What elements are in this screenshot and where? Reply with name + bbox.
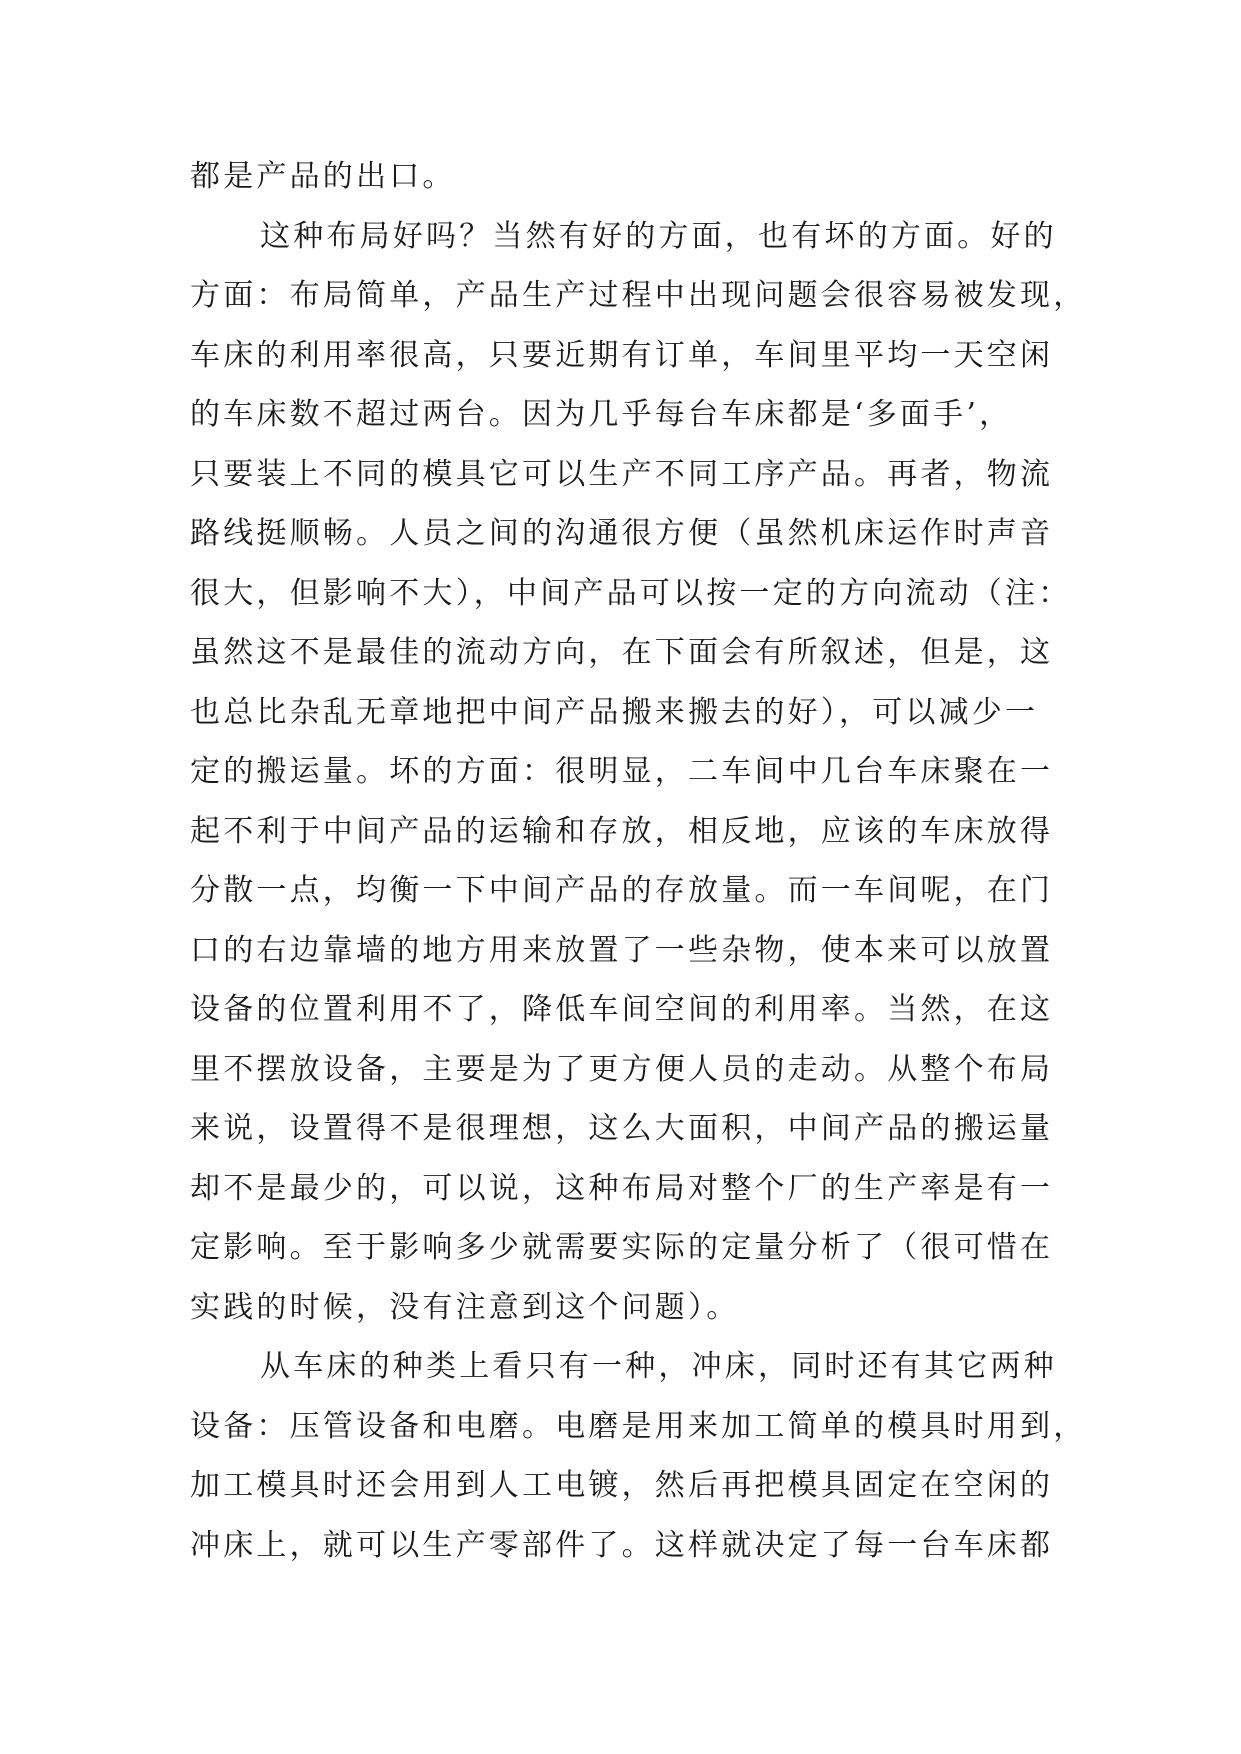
text-line: 定影响。至于影响多少就需要实际的定量分析了（很可惜在 [190, 1230, 1054, 1265]
text-line: 起不利于中间产品的运输和存放，相反地，应该的车床放得 [190, 813, 1054, 849]
text-line: 口的右边靠墙的地方用来放置了一些杂物，使本来可以放置 [190, 932, 1054, 968]
paragraph-first-line: 从车床的种类上看只有一种，冲床，同时还有其它两种 [260, 1349, 1057, 1384]
text-line: 设备的位置利用不了，降低车间空间的利用率。当然，在这 [190, 992, 1054, 1027]
text-line: 来说，设置得不是很理想，这么大面积，中间产品的搬运量 [190, 1111, 1054, 1146]
text-line: 冲床上，就可以生产零部件了。这样就决定了每一台车床都 [190, 1527, 1054, 1563]
body-text [190, 157, 1087, 1585]
text-line: 车床的利用率很高，只要近期有订单，车间里平均一天空闲 [190, 337, 1054, 373]
text-line: 设备：压管设备和电磨。电磨是用来加工简单的模具时用到， [190, 1408, 1087, 1444]
text-line: 虽然这不是最佳的流动方向，在下面会有所叙述，但是，这 [190, 635, 1054, 670]
text-line: 只要装上不同的模具它可以生产不同工序产品。再者，物流 [190, 456, 1054, 492]
text-line: 也总比杂乱无章地把中间产品搬来搬去的好），可以减少一 [190, 694, 1039, 730]
text-line: 加工模具时还会用到人工电镀，然后再把模具固定在空闲的 [190, 1468, 1054, 1503]
text-line: 定的搬运量。坏的方面：很明显，二车间中几台车床聚在一 [190, 754, 1054, 789]
text-line: 很大，但影响不大），中间产品可以按一定的方向流动（注： [190, 575, 1072, 611]
text-line: 的车床数不超过两台。因为几乎每台车床都是‘多面手’， [190, 397, 1013, 432]
text-line: 方面：布局简单，产品生产过程中出现问题会很容易被发现， [190, 278, 1087, 313]
text-line: 却不是最少的，可以说，这种布局对整个厂的生产率是有一 [190, 1170, 1054, 1206]
text-line: 实践的时候，没有注意到这个问题）。 [190, 1289, 740, 1325]
text-line: 里不摆放设备，主要是为了更方便人员的走动。从整个布局 [190, 1051, 1054, 1087]
paragraph-first-line: 这种布局好吗？当然有好的方面，也有坏的方面。好的 [260, 218, 1057, 254]
text-line: 路线挺顺畅。人员之间的沟通很方便（虽然机床运作时声音 [190, 516, 1054, 551]
text-line: 分散一点，均衡一下中间产品的存放量。而一车间呢，在门 [190, 873, 1054, 908]
text-line: 都是产品的出口。 [190, 159, 456, 194]
